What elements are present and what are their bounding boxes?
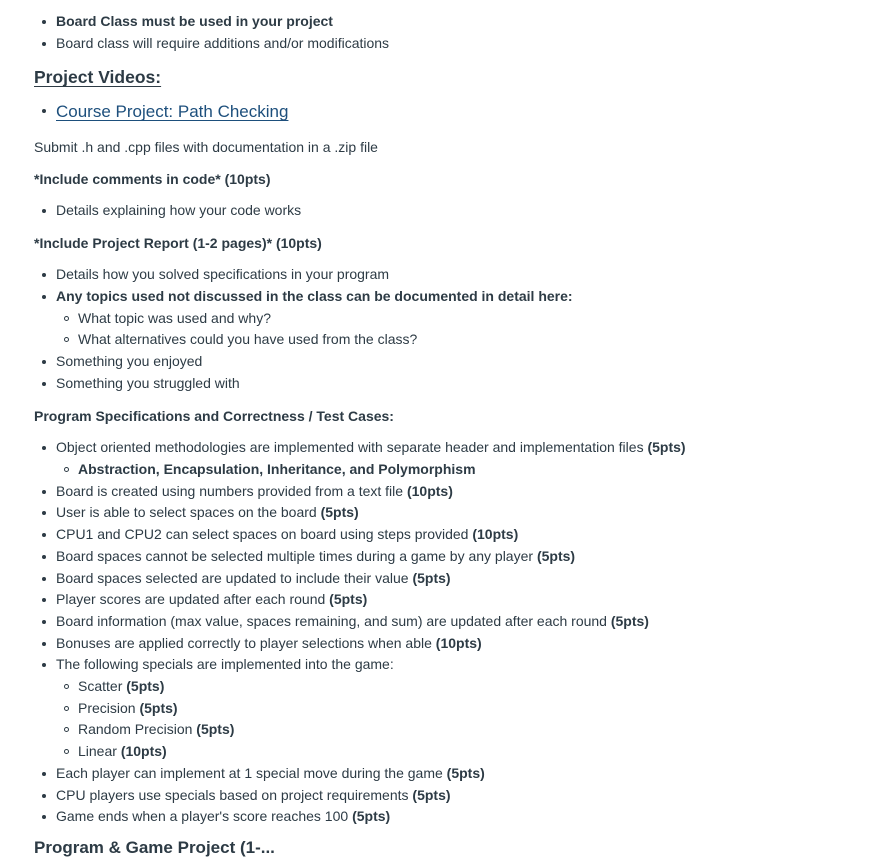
points-label: (5pts) bbox=[352, 808, 391, 825]
list-item bbox=[56, 100, 879, 124]
points-label: (5pts) bbox=[320, 504, 359, 521]
list-item: User is able to select spaces on the board (5pts) bbox=[56, 502, 879, 524]
project-videos-list bbox=[34, 100, 879, 124]
comments-list bbox=[34, 200, 879, 222]
list-item: What alternatives could you have used from the class? bbox=[78, 329, 879, 351]
points-label: (5pts) bbox=[196, 721, 235, 738]
list-item: Board is created using numbers provided from a text file (10pts) bbox=[56, 481, 879, 503]
list-item: Board spaces selected are updated to include their value (5pts) bbox=[56, 568, 879, 590]
course-project-video-link[interactable]: Course Project: Path Checking bbox=[56, 102, 289, 122]
list-item: Board class will require additions and/or modifications bbox=[56, 33, 879, 55]
list-item: Player scores are updated after each round (5pts) bbox=[56, 589, 879, 611]
list-item: Details explaining how your code works bbox=[56, 200, 879, 222]
list-item: Something you struggled with bbox=[56, 373, 879, 395]
oop-sublist bbox=[56, 459, 879, 481]
list-item: Object oriented methodologies are implemented with separate header and implementation files (5pts) Abstraction, Encapsulation, Inheritance, and Polymorphism bbox=[56, 437, 879, 480]
points-label: (10pts) bbox=[472, 526, 519, 543]
points-label: (5pts) bbox=[412, 569, 451, 586]
points-label: (5pts) bbox=[536, 547, 576, 564]
list-item: Game ends when a player's score reaches 100 (5pts) bbox=[56, 806, 879, 828]
points-label: (10pts) bbox=[435, 634, 482, 651]
report-heading: *Include Project Report (1-2 pages)* (10pts) bbox=[34, 235, 322, 252]
list-item: Board spaces cannot be selected multiple times during a game by any player (5pts) bbox=[56, 546, 879, 568]
list-item: Board Class must be used in your project bbox=[56, 11, 879, 33]
list-item: CPU1 and CPU2 can select spaces on board using steps provided (10pts) bbox=[56, 524, 879, 546]
list-item-text: Any topics used not discussed in the class can be documented in detail here: bbox=[56, 287, 573, 304]
list-item: Precision (5pts) bbox=[78, 698, 879, 720]
specs-heading: Program Specifications and Correctness / Test Cases: bbox=[34, 408, 394, 425]
report-sublist bbox=[56, 308, 879, 351]
points-label: (5pts) bbox=[647, 439, 686, 456]
submit-instructions: Submit .h and .cpp files with documentation in a .zip file bbox=[34, 139, 378, 156]
list-item: Abstraction, Encapsulation, Inheritance, and Polymorphism bbox=[78, 459, 879, 481]
points-label: (10pts) bbox=[120, 743, 167, 760]
points-label: (5pts) bbox=[329, 591, 368, 608]
list-item: Scatter (5pts) bbox=[78, 676, 879, 698]
board-class-list bbox=[34, 11, 879, 54]
points-label: (5pts) bbox=[610, 612, 649, 629]
points-label: (5pts) bbox=[126, 678, 165, 695]
list-item: Details how you solved specifications in your program bbox=[56, 264, 879, 286]
list-item: The following specials are implemented into the game: Scatter (5pts) Precision (5pts) Random Precision (5pts) Linear (10pts) bbox=[56, 654, 879, 763]
points-label: (10pts) bbox=[406, 482, 453, 499]
report-list bbox=[34, 264, 879, 394]
list-item bbox=[56, 286, 879, 351]
next-section-heading-cutoff: Program & Game Project (1-... bbox=[34, 838, 275, 857]
list-item: Each player can implement at 1 special move during the game (5pts) bbox=[56, 763, 879, 785]
list-item: Bonuses are applied correctly to player selections when able (10pts) bbox=[56, 633, 879, 655]
points-label: (5pts) bbox=[139, 699, 178, 716]
list-item: Board information (max value, spaces remaining, and sum) are updated after each round (5pts) bbox=[56, 611, 879, 633]
specials-sublist bbox=[56, 676, 879, 763]
points-label: (5pts) bbox=[412, 786, 451, 803]
comments-heading: *Include comments in code* (10pts) bbox=[34, 171, 271, 188]
list-item: What topic was used and why? bbox=[78, 308, 879, 330]
project-videos-heading: Project Videos: bbox=[34, 67, 162, 88]
points-label: (5pts) bbox=[446, 764, 485, 781]
assignment-content bbox=[0, 11, 879, 828]
specs-list bbox=[34, 437, 879, 828]
list-item: Linear (10pts) bbox=[78, 741, 879, 763]
list-item: Something you enjoyed bbox=[56, 351, 879, 373]
list-item: CPU players use specials based on project requirements (5pts) bbox=[56, 785, 879, 807]
list-item: Random Precision (5pts) bbox=[78, 719, 879, 741]
